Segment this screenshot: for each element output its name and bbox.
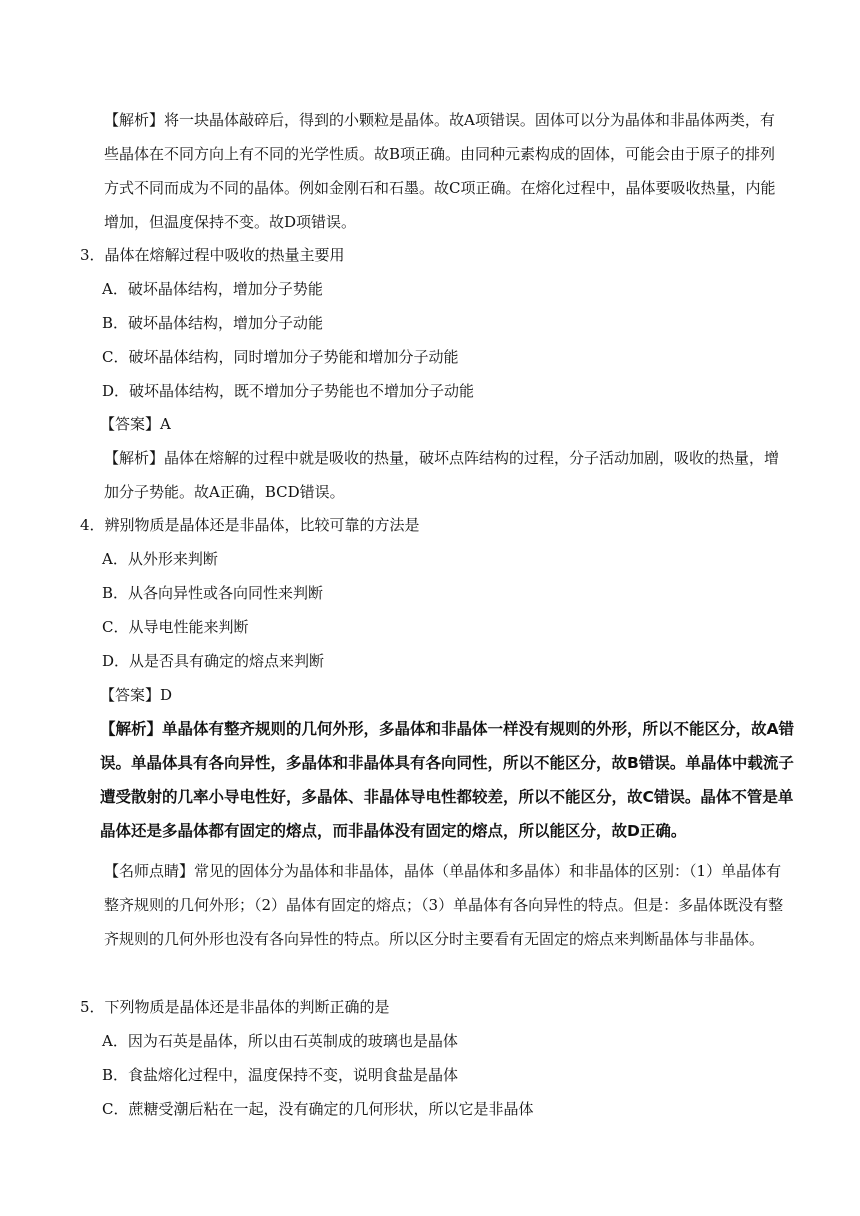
q2-analysis-tag: 【解析】 <box>104 111 165 129</box>
q3-stem: 3．晶体在熔解过程中吸收的热量主要用 <box>80 246 345 264</box>
q4-option-a: A．从外形来判断 <box>102 550 218 568</box>
q4-analysis-text: 单晶体有整齐规则的几何外形，多晶体和非晶体一样没有规则的外形，所以不能区分，故A错误。单晶体具有各向异性，多晶体和非晶体具有各向同性，所以不能区分，故B错误。单晶体中载流子遭受散射的几率小导电性好，多晶体、非晶体导电性都较差，所以不能区分，故C错误。晶体不管是单晶体还是多晶体都有固定的熔点，而非晶体没有固定的熔点，所以能区分，故D正确。 <box>100 720 795 840</box>
q4-analysis <box>100 712 796 848</box>
q3-option-d: D．破坏晶体结构，既不增加分子势能也不增加分子动能 <box>102 382 475 400</box>
q5-option-a: A．因为石英是晶体，所以由石英制成的玻璃也是晶体 <box>102 1032 458 1050</box>
q3-analysis <box>104 441 784 509</box>
q4-analysis-tag: 【解析】 <box>100 720 163 738</box>
q5-stem: 5．下列物质是晶体还是非晶体的判断正确的是 <box>80 998 390 1016</box>
q3-option-c: C．破坏晶体结构，同时增加分子势能和增加分子动能 <box>102 348 459 366</box>
q3-option-a: A．破坏晶体结构，增加分子势能 <box>102 280 323 298</box>
q3-answer: 【答案】A <box>100 415 171 433</box>
q4-answer: 【答案】D <box>100 686 173 704</box>
q4-option-d: D．从是否具有确定的熔点来判断 <box>102 652 325 670</box>
q2-analysis <box>104 103 784 239</box>
q5-option-c: C．蔗糖受潮后粘在一起，没有确定的几何形状，所以它是非晶体 <box>102 1100 534 1118</box>
q5-option-b: B．食盐熔化过程中，温度保持不变，说明食盐是晶体 <box>102 1066 459 1084</box>
q2-analysis-text: 将一块晶体敲碎后，得到的小颗粒是晶体。故A项错误。固体可以分为晶体和非晶体两类，有些晶体在不同方向上有不同的光学性质。故B项正确。由同种元素构成的固体，可能会由于原子的排列方式不同而成为不同的晶体。例如金刚石和石墨。故C项正确。在熔化过程中，晶体要吸收热量，内能增加，但温度保持不变。故D项错误。 <box>104 111 776 231</box>
q3-analysis-text: 晶体在熔解的过程中就是吸收的热量，破坏点阵结构的过程，分子活动加剧，吸收的热量，增加分子势能。故A正确，BCD错误。 <box>104 449 780 501</box>
q4-option-b: B．从各向异性或各向同性来判断 <box>102 584 324 602</box>
q4-tip-tag: 【名师点睛】 <box>104 862 195 880</box>
q4-option-c: C．从导电性能来判断 <box>102 618 249 636</box>
q3-option-b: B．破坏晶体结构，增加分子动能 <box>102 314 324 332</box>
q3-analysis-tag: 【解析】 <box>104 449 165 467</box>
q4-tip-text: 常见的固体分为晶体和非晶体，晶体（单晶体和多晶体）和非晶体的区别：（1）单晶体有整齐规则的几何外形；（2）晶体有固定的熔点；（3）单晶体有各向异性的特点。但是：多晶体既没有整齐规则的几何外形也没有各向异性的特点。所以区分时主要看有无固定的熔点来判断晶体与非晶体。 <box>104 862 784 948</box>
q4-teacher-tip <box>104 854 784 956</box>
q4-stem: 4．辨别物质是晶体还是非晶体，比较可靠的方法是 <box>80 516 420 534</box>
